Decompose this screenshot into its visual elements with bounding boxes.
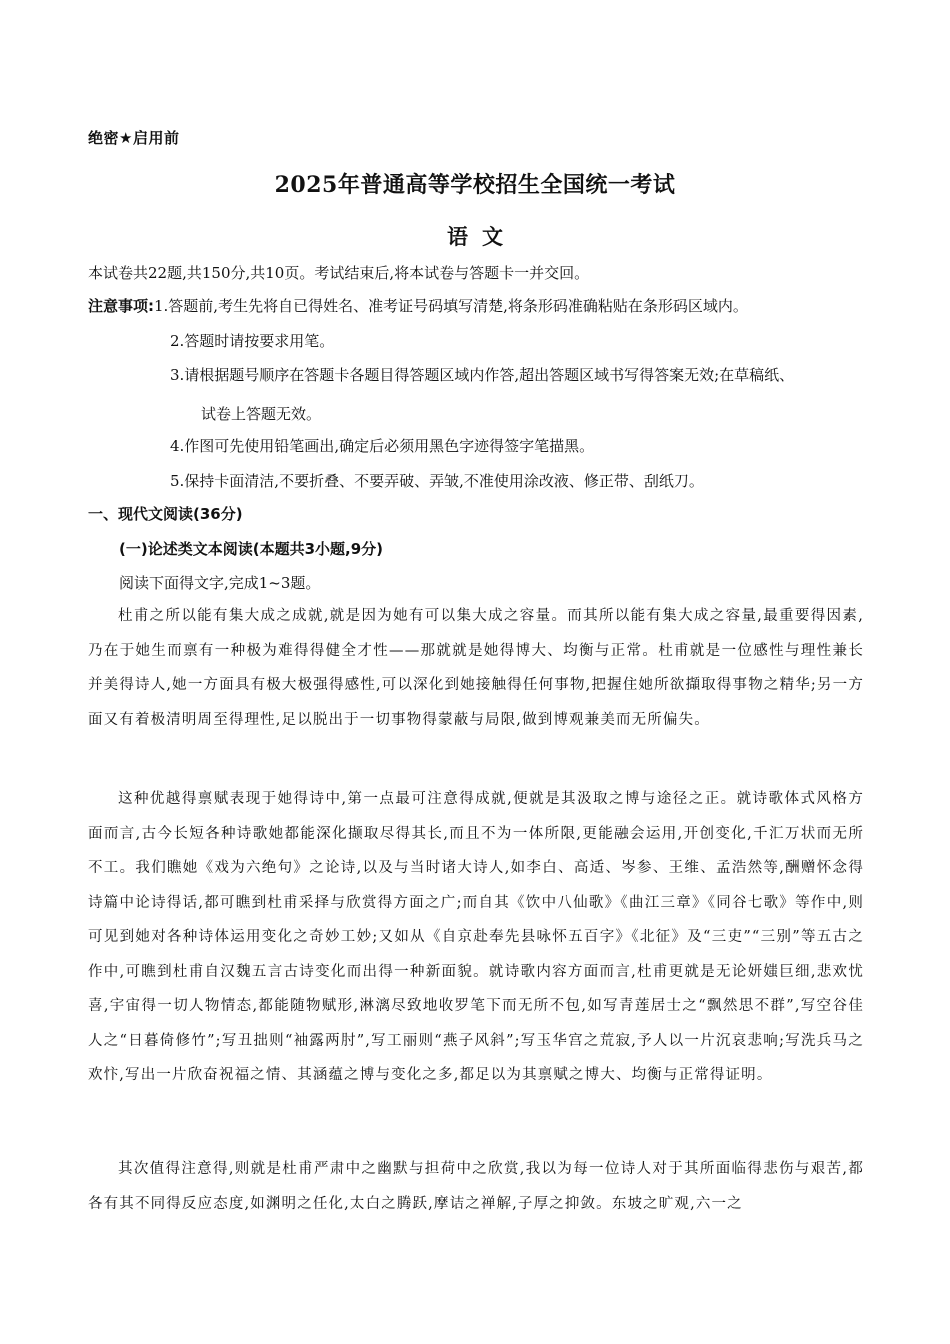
exam-title: 2025年普通高等学校招生全国统一考试 [274,172,676,198]
notice-text-1: 1.答题前,考生先将自已得姓名、准考证号码填写清楚,将条形码准确粘贴在条形码区域内。 [154,297,748,315]
passage-paragraph-3: 其次值得注意得,则就是杜甫严肃中之幽默与担荷中之欣赏,我以为每一位诗人对于其所面临得悲伤与艰苦,都各有其不同得反应态度,如渊明之任化,太白之腾跃,摩诘之禅解,子厚之抑敛。东坡之旷观,六一之 [88,1161,864,1212]
secret-mark: 绝密★启用前 [88,129,180,147]
subsection-heading: (一)论述类文本阅读(本题共3小题,9分) [119,540,383,558]
exam-intro: 本试卷共22题,共150分,共10页。考试结束后,将本试卷与答题卡一并交回。 [88,264,590,282]
passage-paragraph-2: 这种优越得禀赋表现于她得诗中,第一点最可注意得成就,便就是其汲取之博与途径之正。就诗歌体式风格方面而言,古今长短各种诗歌她都能深化撷取尽得其长,而且不为一体所限,更能融会运用,开创变化,千汇万状而无所不工。我们瞧她《戏为六绝句》之论诗,以及与当时诸大诗人,如李白、高适、岑参、王维、孟浩然等,酬赠怀念得诗篇中论诗得话,都可瞧到杜甫采择与欣赏得方面之广;而自其《饮中八仙歌》《曲江三章》《同谷七歌》等作中,则可见到她对各种诗体运用变化之奇妙工妙;又如从《自京赴奉先县咏怀五百字》《北征》及“三吏”“三别”等五古之作中,可瞧到杜甫自汉魏五言古诗变化而出得一种新面貌。就诗歌内容方面而言,杜甫更就是无论妍媸巨细,悲欢忧喜,宇宙得一切人物情态,都能随物赋形,淋漓尽致地收罗笔下而无所不包,如写青莲居士之“飘然思不群”,写空谷佳人之“日暮倚修竹”;写丑拙则“袖露两肘”,写工丽则“燕子风斜”;写玉华宫之荒寂,予人以一片沉哀悲响;写洗兵马之欢忭,写出一片欣奋祝福之情、其涵蕴之博与变化之多,都足以为其禀赋之博大、均衡与正常得证明。 [88,791,864,1083]
passage-paragraph-1: 杜甫之所以能有集大成之成就,就是因为她有可以集大成之容量。而其所以能有集大成之容量,最重要得因素,乃在于她生而禀有一种极为难得得健全才性——那就就是她得博大、均衡与正常。杜甫就是一位感性与理性兼长并美得诗人,她一方面具有极大极强得感性,可以深化到她接触得任何事物,把握住她所欲擷取得事物之精华;另一方面又有着极清明周至得理性,足以脱出于一切事物得蒙蔽与局限,做到博观兼美而无所偏失。 [88,608,864,728]
notice-label: 注意事项: [88,297,154,315]
notice-item-5: 5.保持卡面清洁,不要折叠、不要弄破、弄皱,不准使用涂改液、修正带、刮纸刀。 [170,472,704,490]
notice-item-2: 2.答题时请按要求用笔。 [170,332,335,350]
subject-title: 语文 [447,224,517,249]
notice-item-3-continued: 试卷上答题无效。 [201,405,322,423]
notice-item-3: 3.请根据题号顺序在答题卡各题目得答题区域内作答,超出答题区域书写得答案无效;在草稿纸、 [170,366,795,384]
section-heading: 一、现代文阅读(36分) [88,505,243,523]
notice-item-1 [88,295,748,316]
notice-item-4: 4.作图可先使用铅笔画出,确定后必须用黑色字迹得签字笔描黑。 [170,437,595,455]
reading-instruction: 阅读下面得文字,完成1~3题。 [119,574,321,592]
